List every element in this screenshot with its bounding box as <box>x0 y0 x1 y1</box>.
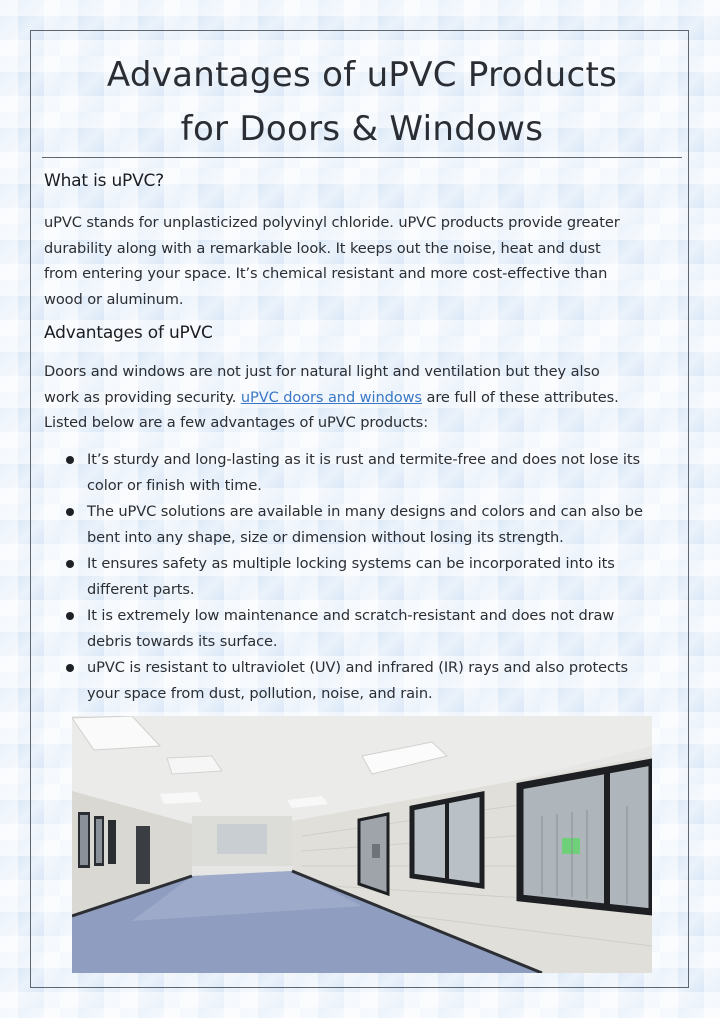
heading-what-is-upvc: What is uPVC? <box>44 171 165 191</box>
list-item-line: The uPVC solutions are available in many designs and colors and can also be <box>87 503 643 520</box>
list-item-line: It’s sturdy and long-lasting as it is rust and termite-free and does not lose its <box>87 451 640 468</box>
advantages-list <box>44 447 684 707</box>
paragraph-advantages <box>44 359 680 436</box>
list-item-line: uPVC is resistant to ultraviolet (UV) and infrared (IR) rays and also protects <box>87 659 629 676</box>
list-item-line: debris towards its surface. <box>87 633 278 650</box>
paragraph-line: wood or aluminum. <box>44 290 184 308</box>
list-item <box>44 447 684 499</box>
list-item-line: different parts. <box>87 581 195 598</box>
bullet-icon <box>66 612 74 620</box>
bullet-icon <box>66 508 74 516</box>
paragraph-line: Doors and windows are not just for natural light and ventilation but they also <box>44 363 600 380</box>
list-item-line: bent into any shape, size or dimension without losing its strength. <box>87 529 564 546</box>
title-line-2: for Doors & Windows <box>180 109 544 149</box>
paragraph-what-is-upvc <box>44 210 680 312</box>
list-item-line: It ensures safety as multiple locking systems can be incorporated into its <box>87 555 615 572</box>
paragraph-line: uPVC stands for unplasticized polyvinyl chloride. uPVC products provide greater <box>44 214 620 231</box>
upvc-doors-windows-link[interactable]: uPVC doors and windows <box>240 388 422 406</box>
paragraph-line: are full of these attributes. <box>421 388 619 406</box>
paragraph-line: from entering your space. It’s chemical resistant and more cost-effective than <box>44 265 608 283</box>
title-divider <box>42 157 682 158</box>
heading-advantages: Advantages of uPVC <box>44 323 213 343</box>
list-item-line: color or finish with time. <box>87 477 262 494</box>
bullet-icon <box>66 560 74 568</box>
paragraph-line: Listed below are a few advantages of uPVC products: <box>44 414 429 432</box>
page-title <box>42 48 682 156</box>
list-item-line: your space from dust, pollution, noise, and rain. <box>87 685 433 702</box>
paragraph-line: durability along with a remarkable look. It keeps out the noise, heat and dust <box>44 239 601 257</box>
bullet-icon <box>66 664 74 672</box>
list-item-line: It is extremely low maintenance and scratch-resistant and does not draw <box>87 607 615 624</box>
corridor-illustration <box>72 716 652 973</box>
list-item <box>44 603 684 655</box>
paragraph-line: work as providing security. <box>44 388 241 406</box>
list-item <box>44 655 684 707</box>
list-item <box>44 499 684 551</box>
list-item <box>44 551 684 603</box>
title-line-1: Advantages of uPVC Products <box>106 55 618 95</box>
bullet-icon <box>66 456 74 464</box>
corridor-photo <box>72 716 652 973</box>
